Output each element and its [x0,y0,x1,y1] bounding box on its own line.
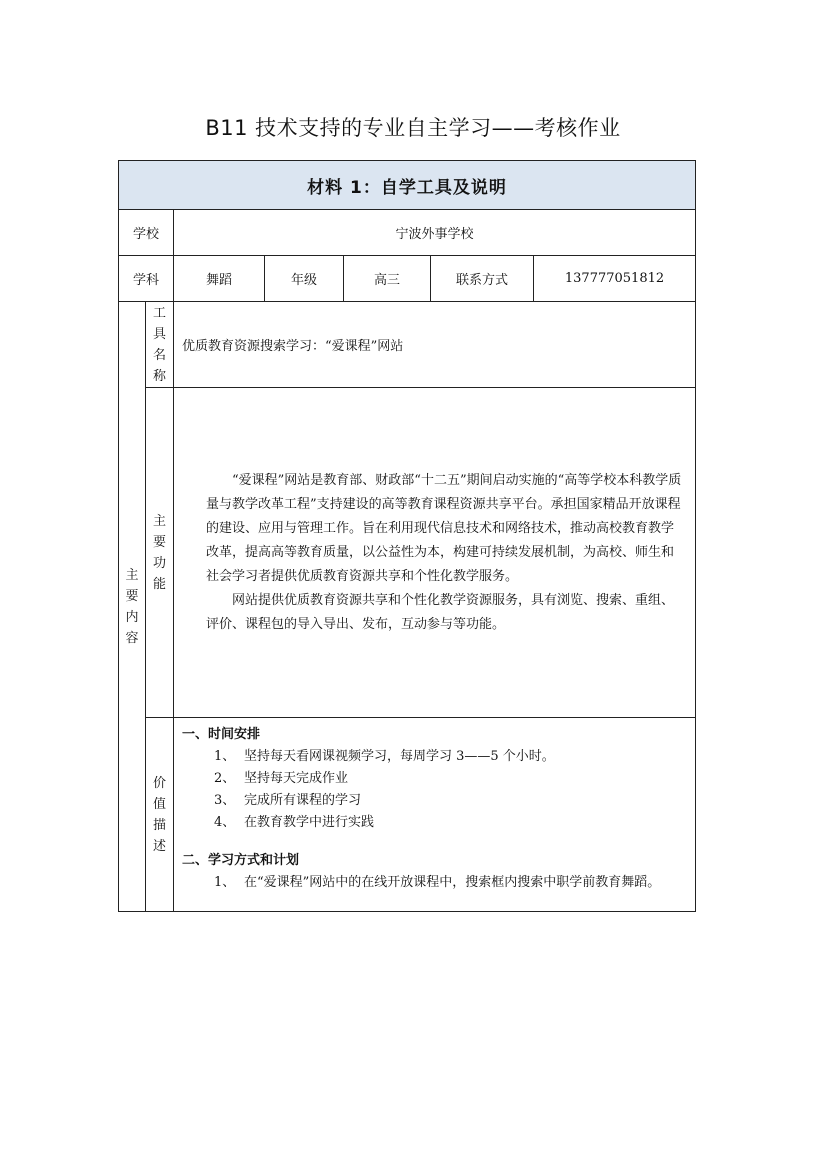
contact-value: 137777051812 [534,256,696,302]
contact-label: 联系方式 [431,256,534,302]
label-char: 能 [152,576,166,592]
label-char: 容 [125,630,139,646]
section-title: 材料 1：自学工具及说明 [119,161,696,210]
material-form-table [118,160,696,912]
subject-label: 学科 [119,256,174,302]
method-item [182,872,685,894]
main-content-label-text [119,565,145,649]
function-description [174,388,696,718]
label-char: 名 [152,347,166,363]
label-char: 价 [152,775,166,791]
schedule-item-text: 在教育教学中进行实践 [244,815,375,830]
grade-value: 高三 [344,256,431,302]
school-value: 宁波外事学校 [174,210,696,256]
subject-value: 舞蹈 [174,256,265,302]
label-char: 值 [152,796,166,812]
value-description [174,718,696,912]
method-item-number: 1、 [214,875,236,890]
grade-label: 年级 [265,256,344,302]
function-label [146,388,174,718]
function-paragraph-1: “爱课程”网站是教育部、财政部“十二五”期间启动实施的“高等学校本科教学质量与教学改革工程”支持建设的高等教育课程资源共享平台。承担国家精品开放课程的建设、应用与管理工作。旨在利用现代信息技术和网络技术，推动高校教育教学改革，提高高等教育质量，以公益性为本，构建可持续发展机制，为高校、师生和社会学习者提供优质教育资源共享和个性化教学服务。 [206,472,682,584]
schedule-item-number: 2、 [214,771,236,786]
schedule-item-text: 坚持每天完成作业 [244,771,349,786]
main-content-label [119,302,146,912]
label-char: 主 [125,567,139,583]
schedule-item-text: 坚持每天看网课视频学习，每周学习 3——5 个小时。 [244,749,555,764]
method-heading: 二、学习方式和计划 [182,853,300,868]
label-char: 功 [152,555,166,571]
label-char: 内 [125,609,139,625]
label-char: 描 [152,817,166,833]
schedule-item-text: 完成所有课程的学习 [244,793,362,808]
label-char: 要 [125,588,139,604]
schedule-item [182,746,685,768]
label-char: 述 [152,838,166,854]
label-char: 称 [152,368,166,384]
schedule-item [182,768,685,790]
function-label-text [146,511,173,595]
tool-name-value: 优质教育资源搜索学习：“爱课程”网站 [174,302,696,388]
value-label [146,718,174,912]
school-label: 学校 [119,210,174,256]
value-label-text [146,773,173,857]
label-char: 主 [152,513,166,529]
tool-name-label [146,302,174,388]
section-spacer [182,834,685,850]
schedule-item-number: 4、 [214,815,236,830]
function-paragraph-2: 网站提供优质教育资源共享和个性化教学资源服务，具有浏览、搜索、重组、评价、课程包的导入导出、发布，互动参与等功能。 [206,592,675,632]
label-char: 工 [152,305,166,321]
schedule-item-number: 3、 [214,793,236,808]
tool-name-label-text [146,303,173,387]
schedule-item [182,790,685,812]
label-char: 要 [152,534,166,550]
method-item-text: 在“爱课程”网站中的在线开放课程中，搜索框内搜索中职学前教育舞蹈。 [244,875,661,890]
schedule-heading: 一、时间安排 [182,727,261,742]
document-title: B11 技术支持的专业自主学习——考核作业 [205,116,621,140]
label-char: 具 [152,326,166,342]
schedule-item [182,812,685,834]
schedule-item-number: 1、 [214,749,236,764]
